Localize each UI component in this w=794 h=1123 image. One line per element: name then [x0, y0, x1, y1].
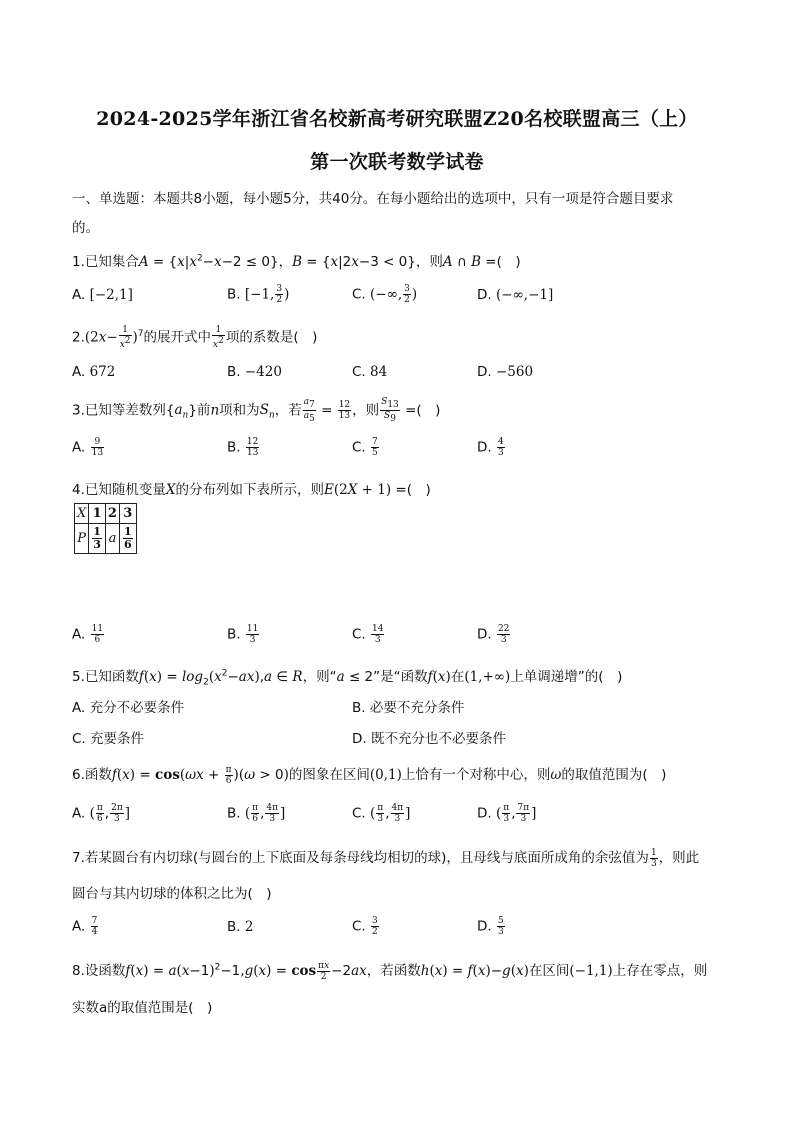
table-cell: 3: [119, 504, 136, 524]
table-cell: 1: [89, 504, 106, 524]
question-1-option-b: B. [−1, $\frac{3}{2}$ ): [227, 284, 290, 305]
question-3-stem: 3.已知等差数列$\{a_n\}$前n项和为$S_n$，若 $\frac{a_7}{a_5}$ = $\frac{12}{13}$ ，则 $\frac{S_{13}}{S_9}$ =( ): [72, 397, 441, 424]
section-instructions-cont: 的。: [72, 220, 99, 236]
table-cell: 2: [105, 504, 119, 524]
question-2-option-a: A. 672: [72, 364, 116, 380]
table-cell: P: [75, 524, 89, 554]
question-7-option-d: D. $\frac{5}{3}$: [477, 916, 504, 937]
question-3-option-c: C. $\frac{7}{5}$: [352, 437, 378, 458]
question-7-stem-cont: 圆台与其内切球的体积之比为( ): [72, 886, 272, 902]
question-7-option-a: A. $\frac{7}{4}$: [72, 916, 98, 937]
question-8-stem: 8.设函数$f(x) = a(x-1)^2-1,g(x) = \cos$ $\frac{\pi x}{2}$ −2ax，若函数h(x) = f(x)−g(x)在区间(−1,1)上存在零点，则: [72, 960, 708, 982]
question-3-option-d: D. $\frac{4}{3}$: [477, 437, 504, 458]
question-1-option-a: A. [−2,1]: [72, 287, 133, 303]
question-3-option-a: A. $\frac{9}{13}$: [72, 437, 104, 458]
question-5-option-c: C. 充要条件: [72, 731, 145, 747]
question-4-option-a: A. $\frac{11}{6}$: [72, 624, 104, 645]
question-1-option-c: C. (−∞, $\frac{3}{2}$ ): [352, 284, 418, 305]
question-7-option-c: C. $\frac{3}{2}$: [352, 916, 378, 937]
question-4-option-b: B. $\frac{11}{3}$: [227, 624, 259, 645]
question-6-option-c: C. ( $\frac{\pi}{3}$ , $\frac{4\pi}{3}$ ]: [352, 803, 411, 824]
table-cell: $\frac{1}{6}$: [119, 524, 136, 554]
question-7-stem: 7.若某圆台有内切球(与圆台的上下底面及每条母线均相切的球)，且母线与底面所成角的余弦值为 $\frac{1}{3}$ ，则此: [72, 847, 700, 869]
question-6-option-b: B. ( $\frac{\pi}{6}$ , $\frac{4\pi}{3}$ ]: [227, 803, 286, 824]
section-instructions: 一、单选题：本题共8小题，每小题5分，共40分。在每小题给出的选项中，只有一项是符合题目要求: [72, 191, 674, 207]
table-cell: a: [105, 524, 119, 554]
question-7-option-b: B. 2: [227, 919, 254, 935]
question-1-stem: 1.已知集合$A = \{x|x^2-x-2 \le 0\}$，B = {x|2x−3 < 0}，则A ∩ B =( ): [72, 253, 521, 270]
question-4-stem: 4.已知随机变量X的分布列如下表所示，则E(2X + 1) =( ): [72, 482, 431, 498]
table-row: [75, 524, 137, 554]
exam-title-line1: 2024-2025学年浙江省名校新高考研究联盟Z20名校联盟高三（上）: [96, 108, 698, 130]
question-2-option-d: D. −560: [477, 364, 534, 380]
question-5-stem: 5.已知函数$f(x) = \log_2(x^2-ax),a$ ∈ R，则“a ≤ 2”是“函数f(x)在(1,+∞)上单调递增”的( ): [72, 668, 623, 688]
question-2-option-b: B. −420: [227, 364, 282, 380]
question-2-stem: 2.(2x− $\frac{1}{x^2}$ )$^7$的展开式中 $\frac{1}{x^2}$ 项的系数是( ): [72, 325, 318, 350]
table-cell: $\frac{1}{3}$: [89, 524, 106, 554]
question-5-option-d: D. 既不充分也不必要条件: [352, 731, 506, 747]
question-6-option-d: D. ( $\frac{\pi}{3}$ , $\frac{7\pi}{3}$ ]: [477, 803, 537, 824]
question-3-option-b: B. $\frac{12}{13}$: [227, 437, 259, 458]
question-5-option-b: B. 必要不充分条件: [352, 700, 465, 716]
question-2-option-c: C. 84: [352, 364, 388, 380]
question-4-option-c: C. $\frac{14}{3}$: [352, 624, 384, 645]
question-8-stem-cont: 实数a的取值范围是( ): [72, 1000, 213, 1016]
question-6-option-a: A. ( $\frac{\pi}{6}$ , $\frac{2\pi}{3}$ ]: [72, 803, 131, 824]
distribution-table: [74, 503, 137, 554]
question-1-option-d: D. (−∞,−1]: [477, 287, 554, 303]
table-cell: X: [75, 504, 89, 524]
question-6-stem: 6.函数f(x) = cos(ωx + $\frac{\pi}{6}$ )(ω > 0)的图象在区间(0,1)上恰有一个对称中心，则ω的取值范围为( ): [72, 764, 667, 786]
exam-title-line2: 第一次联考数学试卷: [310, 151, 484, 173]
question-5-option-a: A. 充分不必要条件: [72, 700, 185, 716]
table-row: [75, 504, 137, 524]
question-4-option-d: D. $\frac{22}{3}$: [477, 624, 510, 645]
